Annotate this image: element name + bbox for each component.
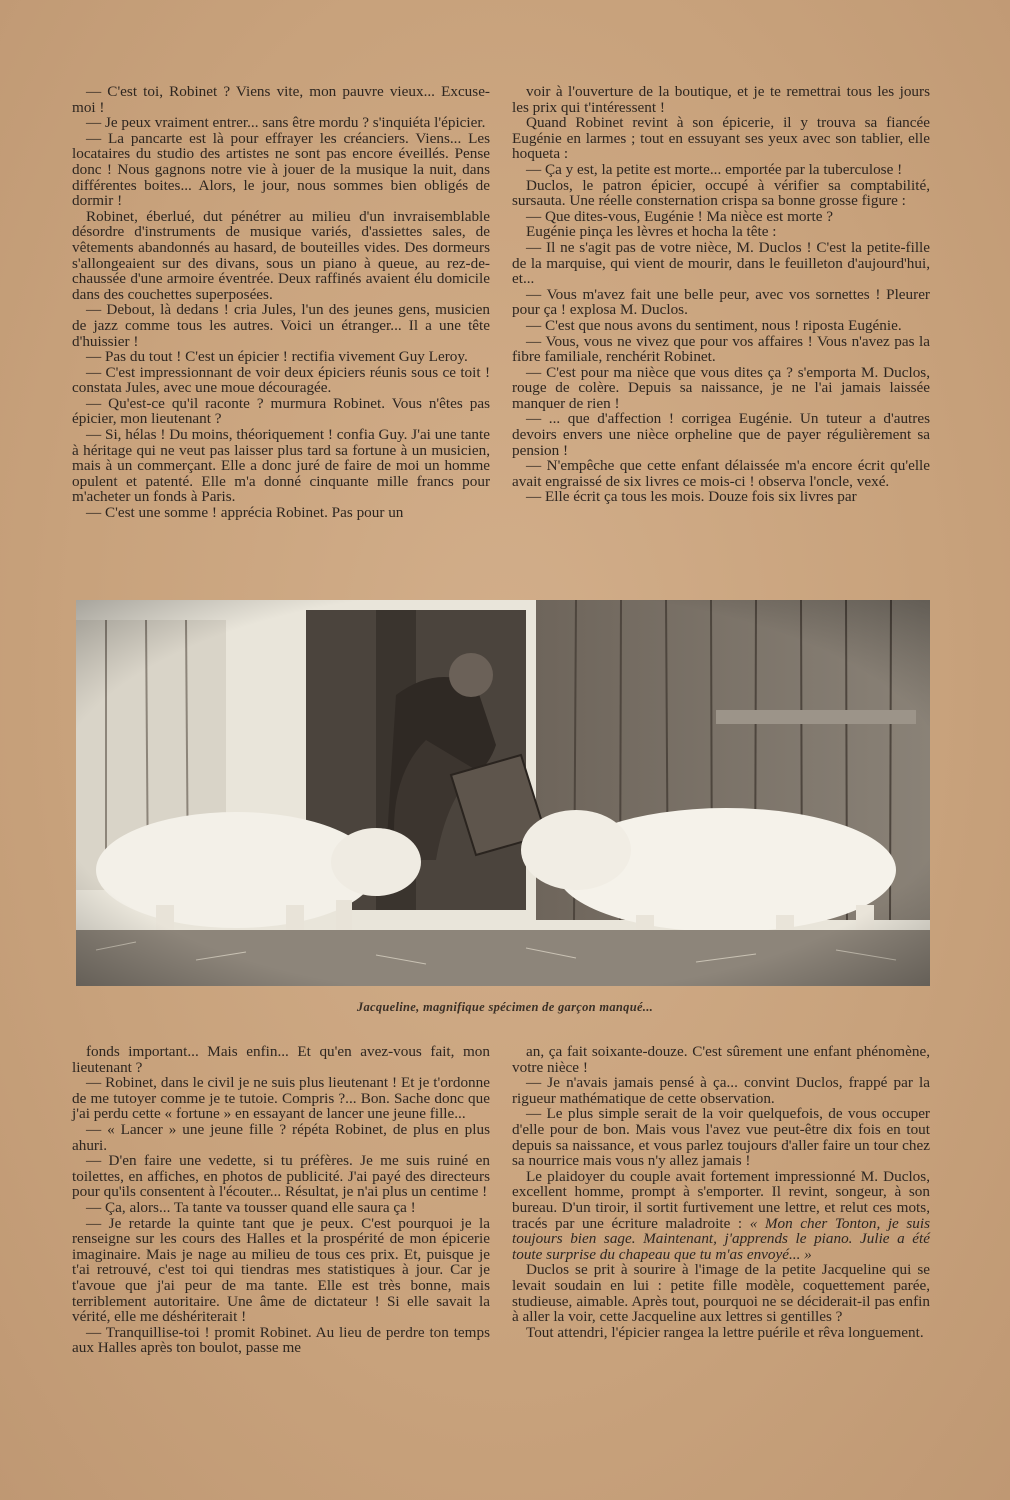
column-bottom-left: [72, 1044, 490, 1356]
column-top-left: [72, 84, 490, 521]
letter-paragraph: [512, 1169, 930, 1263]
letter-quote: « Mon cher Tonton, je suis toujours bien sage. Maintenant, j'apprends le piano. Julie a été toute surprise du chapeau que tu m'as envoyé... »: [512, 1214, 930, 1263]
paragraph: — D'en faire une vedette, si tu préfères. Je me suis ruiné en toilettes, en affiches, en photos de publicité. J'ai payé des directeurs pour qu'ils consentent à l'écouter... Résultat, je n'ai plus un centime !: [72, 1152, 490, 1201]
paragraph: — Je n'avais jamais pensé à ça... convint Duclos, frappé par la rigueur mathématique de cette observation.: [512, 1074, 930, 1107]
paragraph: — Vous m'avez fait une belle peur, avec vos sornettes ! Pleurer pour ça ! explosa M. Duclos.: [512, 285, 930, 319]
paragraph: — C'est toi, Robinet ? Viens vite, mon pauvre vieux... Excuse-moi !: [72, 83, 490, 116]
paragraph: — Le plus simple serait de la voir quelquefois, de vous occuper d'elle pour de bon. Mais vous l'avez vue peut-être dix fois en tout depuis sa naissance, et vous parlez toujours d'aller faire un tour chez sa nourrice mais vous n'y allez jamais !: [512, 1105, 930, 1170]
paragraph: — C'est pour ma nièce que vous dites ça ? s'emporta M. Duclos, rouge de colère. Depuis sa naissance, je ne l'ai jamais laissée manquer de rien !: [512, 363, 930, 412]
paragraph: — Que dites-vous, Eugénie ! Ma nièce est morte ?: [526, 207, 834, 225]
paragraph: — Debout, là dedans ! cria Jules, l'un des jeunes gens, musicien de jazz comme tous les autres. Voici un étranger... Il a une tête d'huissier !: [72, 301, 490, 350]
paragraph: voir à l'ouverture de la boutique, et je te remettrai tous les jours les prix qui t'intéressent !: [512, 83, 930, 116]
paragraph: Robinet, éberlué, dut pénétrer au milieu d'un invraisemblable désordre d'instruments de musique variés, d'assiettes sales, de vêtements abandonnés au hasard, de bouteilles vides. Des dormeurs s'allongeaient sur des divans, sous un piano à queue, au rez-de-chaussée d'une armoire éventrée. Deux raffinés avaient élu domicile dans des couchettes superposées.: [72, 207, 490, 303]
paragraph: — Je peux vraiment entrer... sans être mordu ? s'inquiéta l'épicier.: [86, 114, 486, 132]
paragraph: Duclos se prit à sourire à l'image de la petite Jacqueline qui se levait soudain en lui : petite fille modèle, coquettement parée, studieuse, aimable. Après tout, pourquoi ne se déciderait-il pas enfin à aller la voir, cette Jacqueline aux lettres si gentilles ?: [512, 1261, 930, 1326]
paragraph: — Vous, vous ne vivez que pour vos affaires ! Vous n'avez pas la fibre familiale, renchérit Robinet.: [512, 332, 930, 366]
paragraph: Quand Robinet revint à son épicerie, il y trouva sa fiancée Eugénie en larmes ; tout en essuyant ses yeux avec son tablier, elle hoqueta :: [512, 114, 930, 163]
paragraph: — Robinet, dans le civil je ne suis plus lieutenant ! Et je t'ordonne de me tutoyer comme je te tutoie. Compris ?... Bon. Sache donc que j'ai perdu cette « fortune » en essayant de lancer une jeune fille...: [72, 1074, 490, 1123]
paragraph: — Qu'est-ce qu'il raconte ? murmura Robinet. Vous n'êtes pas épicier, mon lieutenant ?: [72, 394, 490, 428]
paragraph: Eugénie pinça les lèvres et hocha la tête :: [526, 223, 777, 241]
paragraph: — N'empêche que cette enfant délaissée m'a encore écrit qu'elle avait engraissé de six livres ce mois-ci ! observa l'oncle, vexé.: [512, 457, 930, 490]
paragraph: an, ça fait soixante-douze. C'est sûrement une enfant phénomène, votre nièce !: [512, 1043, 930, 1076]
paragraph: — « Lancer » une jeune fille ? répéta Robinet, de plus en plus ahuri.: [72, 1120, 490, 1154]
letter-intro: Le plaidoyer du couple avait fortement impressionné M. Duclos, excellent homme, prompt à s'emporter. Il revint, songeur, à son bureau. D'un tiroir, il sortit furtivement une lettre, et relut ces mots, tracés par une écriture maladroite :: [512, 1167, 930, 1232]
pigs-in-barn-photo: [76, 600, 930, 986]
paragraph: fonds important... Mais enfin... Et qu'en avez-vous fait, mon lieutenant ?: [72, 1043, 490, 1076]
paragraph: Duclos, le patron épicier, occupé à vérifier sa comptabilité, sursauta. Une réelle consternation crispa sa bonne grosse figure :: [512, 176, 930, 210]
column-bottom-right: [512, 1044, 930, 1340]
paragraph: Tout attendri, l'épicier rangea la lettre puérile et rêva longuement.: [526, 1323, 924, 1341]
paragraph: — Si, hélas ! Du moins, théoriquement ! confia Guy. J'ai une tante à héritage qui ne veut pas laisser plus tard sa fortune à un musicien, mais à un commerçant. Elle a donc juré de faire de moi un homme opulent et patenté. Elle m'a donné cinquante mille francs pour m'acheter un fonds à Paris.: [72, 426, 490, 506]
paragraph: — Pas du tout ! C'est un épicier ! rectifia vivement Guy Leroy.: [86, 348, 468, 366]
paragraph-group: [512, 1044, 930, 1169]
paragraph: — C'est impressionnant de voir deux épiciers réunis sous ce toit ! constata Jules, avec une moue découragée.: [72, 363, 490, 397]
paragraph: — Tranquillise-toi ! promit Robinet. Au lieu de perdre ton temps aux Halles après ton boulot, passe me: [72, 1323, 490, 1357]
column-top-right: [512, 84, 930, 505]
paragraph: — Il ne s'agit pas de votre nièce, M. Duclos ! C'est la petite-fille de la marquise, qui vient de mourir, dans le feuilleton d'aujourd'hui, et...: [512, 238, 930, 288]
paragraph: — Ça, alors... Ta tante va tousser quand elle saura ça !: [86, 1198, 416, 1216]
paragraph: — Elle écrit ça tous les mois. Douze fois six livres par: [526, 488, 857, 506]
paragraph: — La pancarte est là pour effrayer les créanciers. Viens... Les locataires du studio des artistes ne sont pas encore éveillés. Pense donc ! Nous gagnons notre vie à jouer de la musique la nuit, dans différentes boites... Alors, le jour, nous sommes bien obligés de dormir !: [72, 129, 490, 210]
paragraph: — C'est une somme ! apprécia Robinet. Pas pour un: [86, 504, 404, 522]
paragraph: — Je retarde la quinte tant que je peux. C'est pourquoi je la renseigne sur les cours des Halles et la prospérité de mon épicerie imaginaire. Mais je nage au milieu de tous ces prix. Et, puisque je t'ai retrouvé, c'est toi qui tiendras mes statistiques à jour. Car je t'avoue que j'ai peur de ma tante. Elle est très bonne, mais terriblement autoritaire. Une âme de dictateur ! Si elle savait la vérité, elle me déshériterait !: [72, 1214, 490, 1326]
paragraph: — C'est que nous avons du sentiment, nous ! riposta Eugénie.: [526, 316, 902, 334]
paragraph-group: [512, 1262, 930, 1340]
paragraph: — Ça y est, la petite est morte... emportée par la tuberculose !: [526, 160, 903, 178]
paragraph: — ... que d'affection ! corrigea Eugénie. Un tuteur a d'autres devoirs envers une nièce orpheline que de payer régulièrement sa pension !: [512, 410, 930, 459]
photo-caption: Jacqueline, magnifique spécimen de garçon manqué...: [356, 1000, 654, 1014]
